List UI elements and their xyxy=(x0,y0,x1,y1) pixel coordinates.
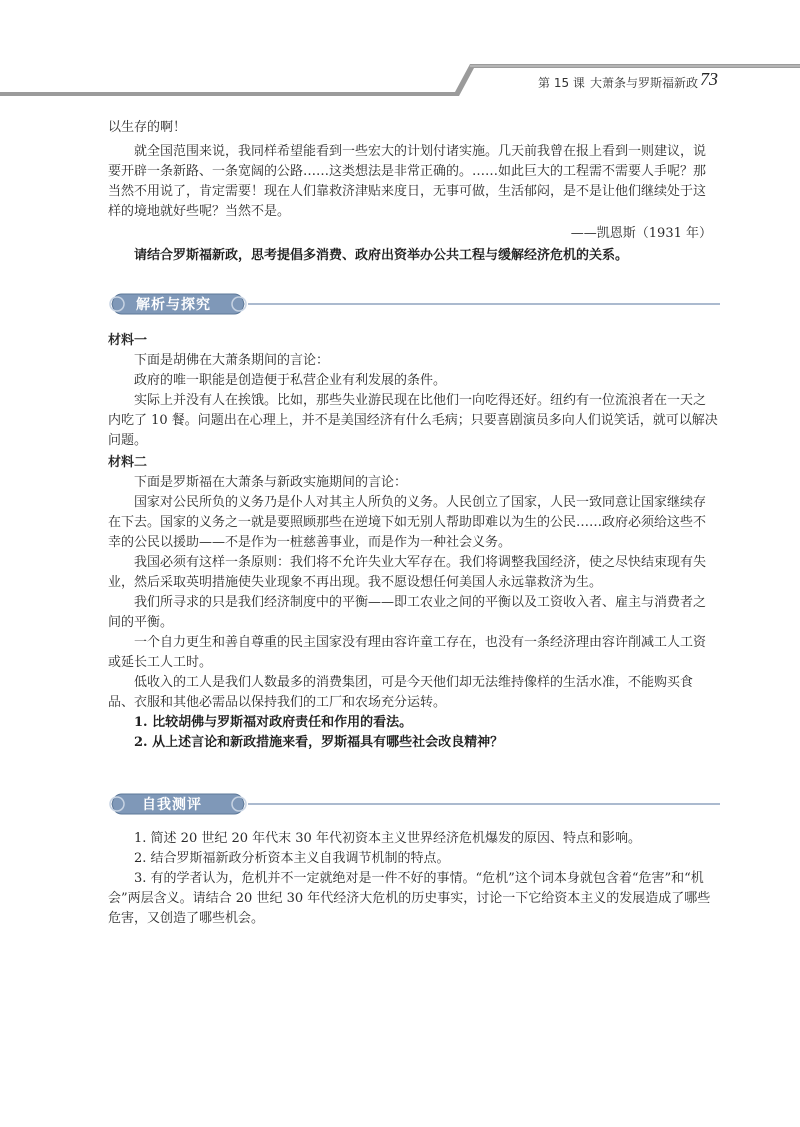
material-one-line: 政府的唯一职能是创造便于私营企业有利发展的条件。 xyxy=(134,373,447,388)
page-header xyxy=(0,60,800,100)
header-title: 大萧条与罗斯福新政 xyxy=(590,76,699,90)
self-test-item: 1. 简述 20 世纪 20 年代末 30 年代初资本主义世界经济危机爆发的原因、特点和影响。 xyxy=(134,831,641,846)
header-lesson: 第 15 课 xyxy=(538,76,585,90)
analysis-block xyxy=(108,329,718,753)
material-two-line: 下面是罗斯福在大萧条与新政实施期间的言论： xyxy=(134,475,408,490)
material-two-line: 国家对公民所负的义务乃是仆人对其主人所负的义务。人民创立了国家，人民一致同意让国家继续存在下去。国家的义务之一就是要照顾那些在逆境下如无别人帮助即难以为生的公民……政府必须给这些不幸的公民以援助——不是作为一桩慈善事业，而是作为一种社会义务。 xyxy=(108,495,707,550)
section-banner-analysis xyxy=(108,291,720,317)
self-test-item: 3. 有的学者认为，危机并不一定就绝对是一件不好的事情。“危机”这个词本身就包含着“危害”和“机会”两层含义。请结合 20 世纪 30 年代经济大危机的历史事实，讨论一下它给资本主义的发展造成了哪些危害，又创造了哪些机会。 xyxy=(108,871,711,926)
material-two-label: 材料二 xyxy=(108,455,148,470)
intro-continuation: 以生存的啊！ xyxy=(108,120,187,135)
material-one-label: 材料一 xyxy=(108,333,148,348)
material-two-line: 我国必须有这样一条原则：我们将不允许失业大军存在。我们将调整我国经济，使之尽快结束现有失业，然后采取英明措施使失业现象不再出现。我不愿设想任何美国人永远靠救济为生。 xyxy=(108,555,707,590)
analysis-question: 2. 从上述言论和新政措施来看，罗斯福具有哪些社会改良精神？ xyxy=(134,735,504,750)
self-test-item: 2. 结合罗斯福新政分析资本主义自我调节机制的特点。 xyxy=(134,851,450,866)
intro-signature: ——凯恩斯（1931 年） xyxy=(570,226,712,241)
analysis-question: 1. 比较胡佛与罗斯福对政府责任和作用的看法。 xyxy=(134,715,413,730)
material-two-line: 一个自力更生和善自尊重的民主国家没有理由容许童工存在，也没有一条经济理由容许削减工人工资或延长工人工时。 xyxy=(108,635,707,670)
material-one-line: 下面是胡佛在大萧条期间的言论： xyxy=(134,353,330,368)
intro-paragraph: 就全国范围来说，我同样希望能看到一些宏大的计划付诸实施。几天前我曾在报上看到一则建议，说要开辟一条新路、一条宽阔的公路……这类想法是非常正确的。……如此巨大的工程需不需要人手呢？那当然不用说了，肯定需要！现在人们靠救济津贴来度日，无事可做，生活郁闷，是不是让他们继续处于这样的境地就好些呢？当然不是。 xyxy=(108,144,707,219)
self-test-block xyxy=(108,829,718,929)
material-one-line: 实际上并没有人在挨饿。比如，那些失业游民现在比他们一向吃得还好。纽约有一位流浪者在一天之内吃了 10 餐。问题出在心理上，并不是美国经济有什么毛病；只要喜剧演员多向人们说笑话，就可以解决问题。 xyxy=(108,393,718,448)
material-two-line: 我们所寻求的只是我们经济制度中的平衡——即工农业之间的平衡以及工资收入者、雇主与消费者之间的平衡。 xyxy=(108,595,707,630)
page-number: 73 xyxy=(700,69,718,89)
banner-title: 解析与探究 xyxy=(136,297,211,313)
section-banner-self-test xyxy=(108,791,720,817)
intro-question: 请结合罗斯福新政，思考提倡多消费、政府出资举办公共工程与缓解经济危机的关系。 xyxy=(134,248,629,263)
material-two-line: 低收入的工人是我们人数最多的消费集团，可是今天他们却无法维持像样的生活水准，不能购买食品、衣服和其他必需品以保持我们的工厂和农场充分运转。 xyxy=(108,675,694,710)
banner-title: 自我测评 xyxy=(142,797,202,813)
intro-block xyxy=(108,118,718,266)
